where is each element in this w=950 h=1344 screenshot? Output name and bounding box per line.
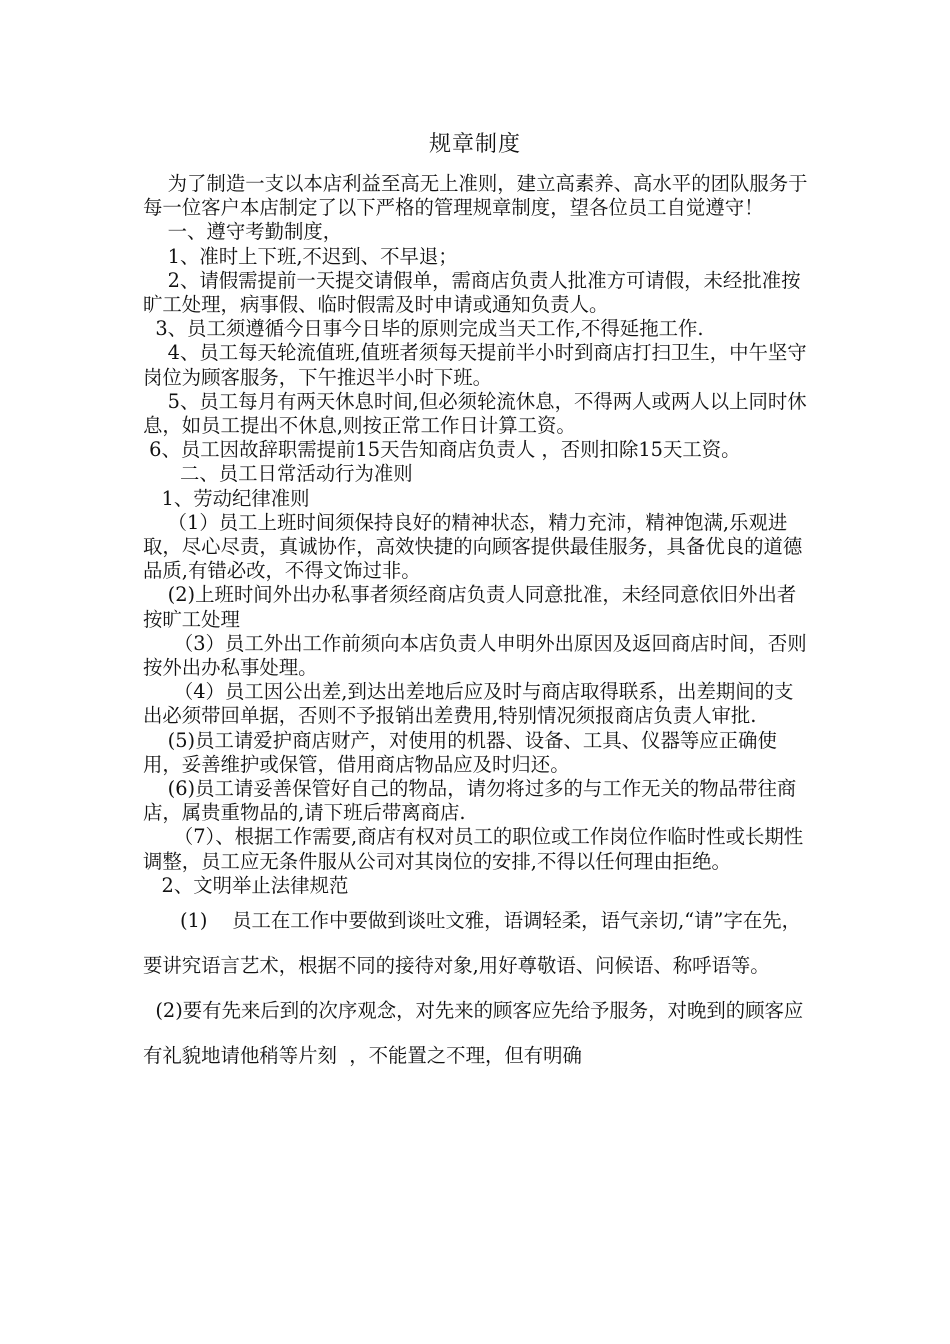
paragraph-discipline-3: （3）员工外出工作前须向本店负责人申明外出原因及返回商店时间，否则按外出办私事处理。: [143, 631, 807, 680]
paragraph-attendance-2: 2、请假需提前一天提交请假单，需商店负责人批准方可请假，未经批准按旷工处理，病事假、临时假需及时申请或通知负责人。: [143, 268, 801, 317]
paragraph-discipline-4: （4）员工因公出差,到达出差地后应及时与商店取得联系，出差期间的支出必须带回单据，否则不予报销出差费用,特别情况须报商店负责人审批.: [143, 680, 794, 728]
paragraph-discipline-5: (5)员工请爱护商店财产，对使用的机器、设备、工具、仪器等应正确使用，妥善维护或保管，借用商店物品应及时归还。: [143, 728, 777, 776]
paragraph-attendance-6: 6、员工因故辞职需提前15天告知商店负责人 ，否则扣除15天工资。: [143, 438, 741, 462]
section-heading-conduct: 二、员工日常活动行为准则: [143, 462, 413, 486]
paragraph-attendance-4: 4、员工每天轮流值班,值班者须每天提前半小时到商店打扫卫生，中午坚守岗位为顾客服务，下午推迟半小时下班。: [143, 341, 807, 389]
paragraph-attendance-1: 1、准时上下班,不迟到、不早退；: [143, 244, 458, 268]
paragraph-discipline-2: (2)上班时间外出办私事者须经商店负责人同意批准，未经同意依旧外出者按旷工处理: [143, 583, 797, 631]
paragraph-discipline-7: （7）、根据工作需要,商店有权对员工的职位或工作岗位作临时性或长期性调整，员工应无条件服从公司对其岗位的安排,不得以任何理由拒绝。: [143, 825, 804, 873]
paragraph-discipline-6: (6)员工请妥善保管好自己的物品，请勿将过多的与工作无关的物品带往商店，属贵重物品的,请下班后带离商店.: [143, 777, 797, 825]
paragraph-attendance-3: 3、员工须遵循今日事今日毕的原则完成当天工作,不得延拖工作.: [143, 317, 704, 341]
paragraph-attendance-5: 5、员工每月有两天休息时间,但必须轮流休息，不得两人或两人以上同时休息，如员工提出不休息,则按正常工作日计算工资。: [143, 389, 807, 438]
subsection-heading-civility: 2、文明举止法律规范: [143, 873, 349, 897]
paragraph-discipline-1: （1）员工上班时间须保持良好的精神状态，精力充沛，精神饱满,乐观进取，尽心尽责，真诚协作，高效快捷的向顾客提供最佳服务，具备优良的道德品质,有错必改，不得文饰过非。: [143, 510, 803, 583]
paragraph-civility-1: (1) 员工在工作中要做到谈吐文雅，语调轻柔，语气亲切,“请”字在先，要讲究语言艺术，根据不同的接待对象,用好尊敬语、问候语、称呼语等。: [143, 909, 802, 978]
document-body: [143, 172, 811, 1078]
subsection-heading-discipline: 1、劳动纪律准则: [143, 486, 310, 510]
paragraph-civility-2: (2)要有先来后到的次序观念，对先来的顾客应先给予服务，对晚到的顾客应有礼貌地请他稍等片刻 ，不能置之不理，但有明确: [143, 999, 804, 1068]
section-heading-attendance: 一、遵守考勤制度，: [143, 220, 343, 244]
paragraph-intro: 为了制造一支以本店利益至高无上准则，建立高素养、高水平的团队服务于每一位客户本店制定了以下严格的管理规章制度，望各位员工自觉遵守！: [143, 172, 808, 220]
document-title: 规章制度: [428, 132, 521, 157]
